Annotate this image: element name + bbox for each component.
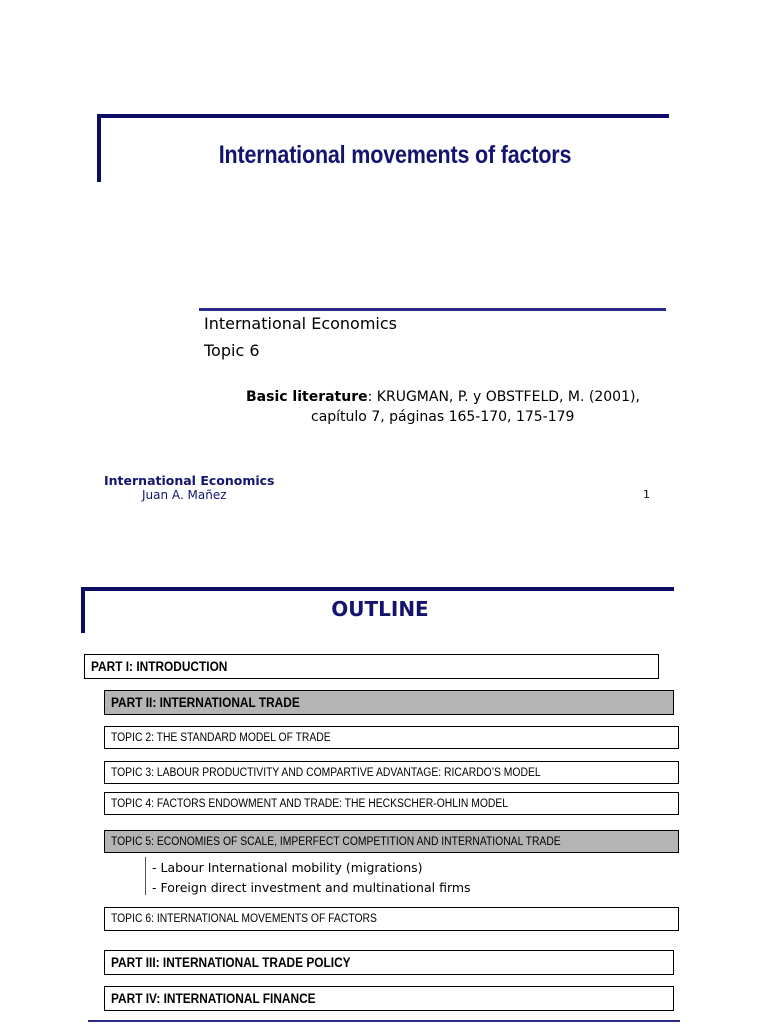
outline-title: OUTLINE: [331, 597, 429, 621]
outline-frame-left-rule: [81, 587, 85, 633]
outline-topic-3: TOPIC 3: LABOUR PRODUCTIVITY AND COMPARTIVE ADVANTAGE: RICARDO’S MODEL: [104, 761, 679, 784]
literature-line-1: [246, 389, 640, 405]
subtitle-rule: [199, 308, 666, 311]
title-frame-top-rule: [97, 114, 669, 118]
subtopic-fdi: - Foreign direct investment and multinational firms: [152, 880, 471, 895]
title-frame-left-rule: [97, 114, 101, 182]
outline-topic-4: TOPIC 4: FACTORS ENDOWMENT AND TRADE: THE HECKSCHER-OHLIN MODEL: [104, 792, 679, 815]
outline-part-3: PART III: INTERNATIONAL TRADE POLICY: [104, 950, 674, 975]
outline-part-1: PART I: INTRODUCTION: [84, 654, 659, 679]
outline-topic-2: TOPIC 2: THE STANDARD MODEL OF TRADE: [104, 726, 679, 749]
outline-topic-6: TOPIC 6: INTERNATIONAL MOVEMENTS OF FACTORS: [104, 907, 679, 931]
bottom-rule: [88, 1020, 680, 1022]
subtopic-migrations: - Labour International mobility (migrations): [152, 860, 423, 875]
outline-part-2: PART II: INTERNATIONAL TRADE: [104, 690, 674, 715]
subtopic-bracket: [145, 857, 146, 895]
footer-author: Juan A. Mañez: [142, 488, 227, 502]
page-number: 1: [643, 488, 650, 501]
course-name: International Economics: [204, 314, 397, 333]
literature-line-2: capítulo 7, páginas 165-170, 175-179: [311, 409, 575, 425]
outline-part-4: PART IV: INTERNATIONAL FINANCE: [104, 986, 674, 1011]
topic-number: Topic 6: [204, 341, 260, 360]
footer-course: International Economics: [104, 473, 275, 488]
outline-frame-top-rule: [81, 587, 674, 591]
literature-label: Basic literature: [246, 389, 368, 405]
outline-topic-5: TOPIC 5: ECONOMIES OF SCALE, IMPERFECT COMPETITION AND INTERNATIONAL TRADE: [104, 830, 679, 853]
slide-title: International movements of factors: [218, 141, 572, 169]
literature-reference: : KRUGMAN, P. y OBSTFELD, M. (2001),: [367, 389, 640, 405]
